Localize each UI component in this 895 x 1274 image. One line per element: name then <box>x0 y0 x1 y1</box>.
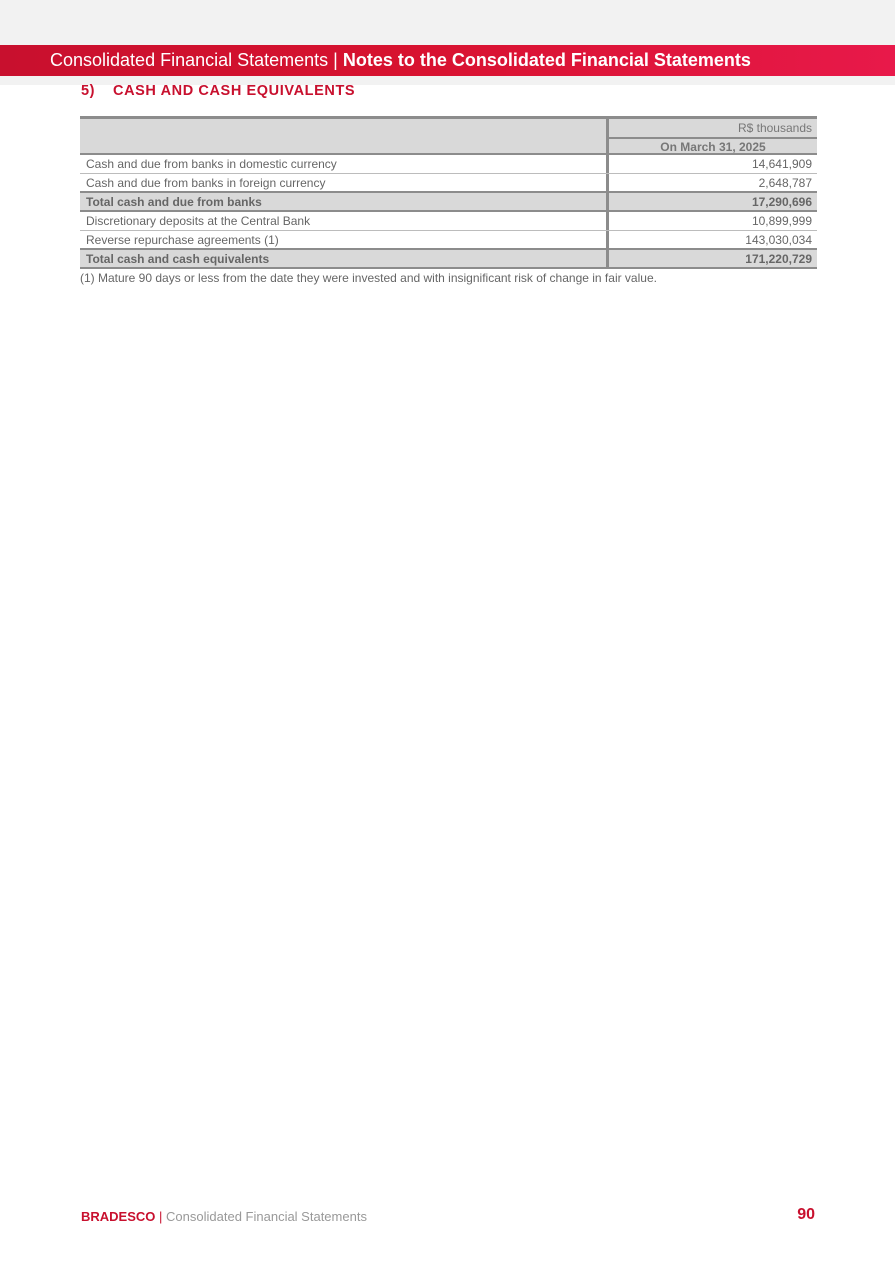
table-total-row <box>80 193 817 212</box>
row-value: 143,030,034 <box>606 231 817 248</box>
row-label: Reverse repurchase agreements (1) <box>86 233 279 247</box>
row-label: Cash and due from banks in foreign currency <box>86 176 326 190</box>
section-number: 5) <box>81 83 96 99</box>
page-number: 90 <box>797 1206 815 1223</box>
header-title-light: Consolidated Financial Statements | <box>50 50 338 70</box>
header-banner <box>0 45 895 76</box>
row-value: 171,220,729 <box>606 250 817 267</box>
row-label: Discretionary deposits at the Central Bank <box>86 214 311 228</box>
section-heading <box>81 83 355 99</box>
row-value: 2,648,787 <box>606 174 817 191</box>
table-row <box>80 155 817 174</box>
row-value: 10,899,999 <box>606 212 817 230</box>
page-footer <box>81 1209 367 1224</box>
table-row <box>80 212 817 231</box>
table-header-blank <box>80 119 606 153</box>
footer-separator: | <box>159 1209 163 1224</box>
row-value: 14,641,909 <box>606 155 817 173</box>
table-header-row <box>80 116 817 155</box>
table-total-row <box>80 250 817 269</box>
row-label: Total cash and cash equivalents <box>86 252 270 266</box>
section-title: CASH AND CASH EQUIVALENTS <box>113 83 356 99</box>
table-row <box>80 174 817 193</box>
table-footnote: (1) Mature 90 days or less from the date they were invested and with insignificant risk of change in fair value. <box>80 271 657 285</box>
header-title-bold: Notes to the Consolidated Financial Statements <box>342 50 751 70</box>
footer-text: Consolidated Financial Statements <box>166 1209 367 1224</box>
table-header-value-col <box>606 119 817 153</box>
units-label: R$ thousands <box>609 119 817 139</box>
row-label: Total cash and due from banks <box>86 195 262 209</box>
cash-equivalents-table <box>80 116 817 269</box>
table-row <box>80 231 817 250</box>
footer-brand: BRADESCO <box>81 1209 156 1224</box>
top-margin <box>0 0 895 45</box>
row-label: Cash and due from banks in domestic currency <box>86 157 337 171</box>
column-date-header: On March 31, 2025 <box>660 140 766 154</box>
row-value: 17,290,696 <box>606 193 817 210</box>
